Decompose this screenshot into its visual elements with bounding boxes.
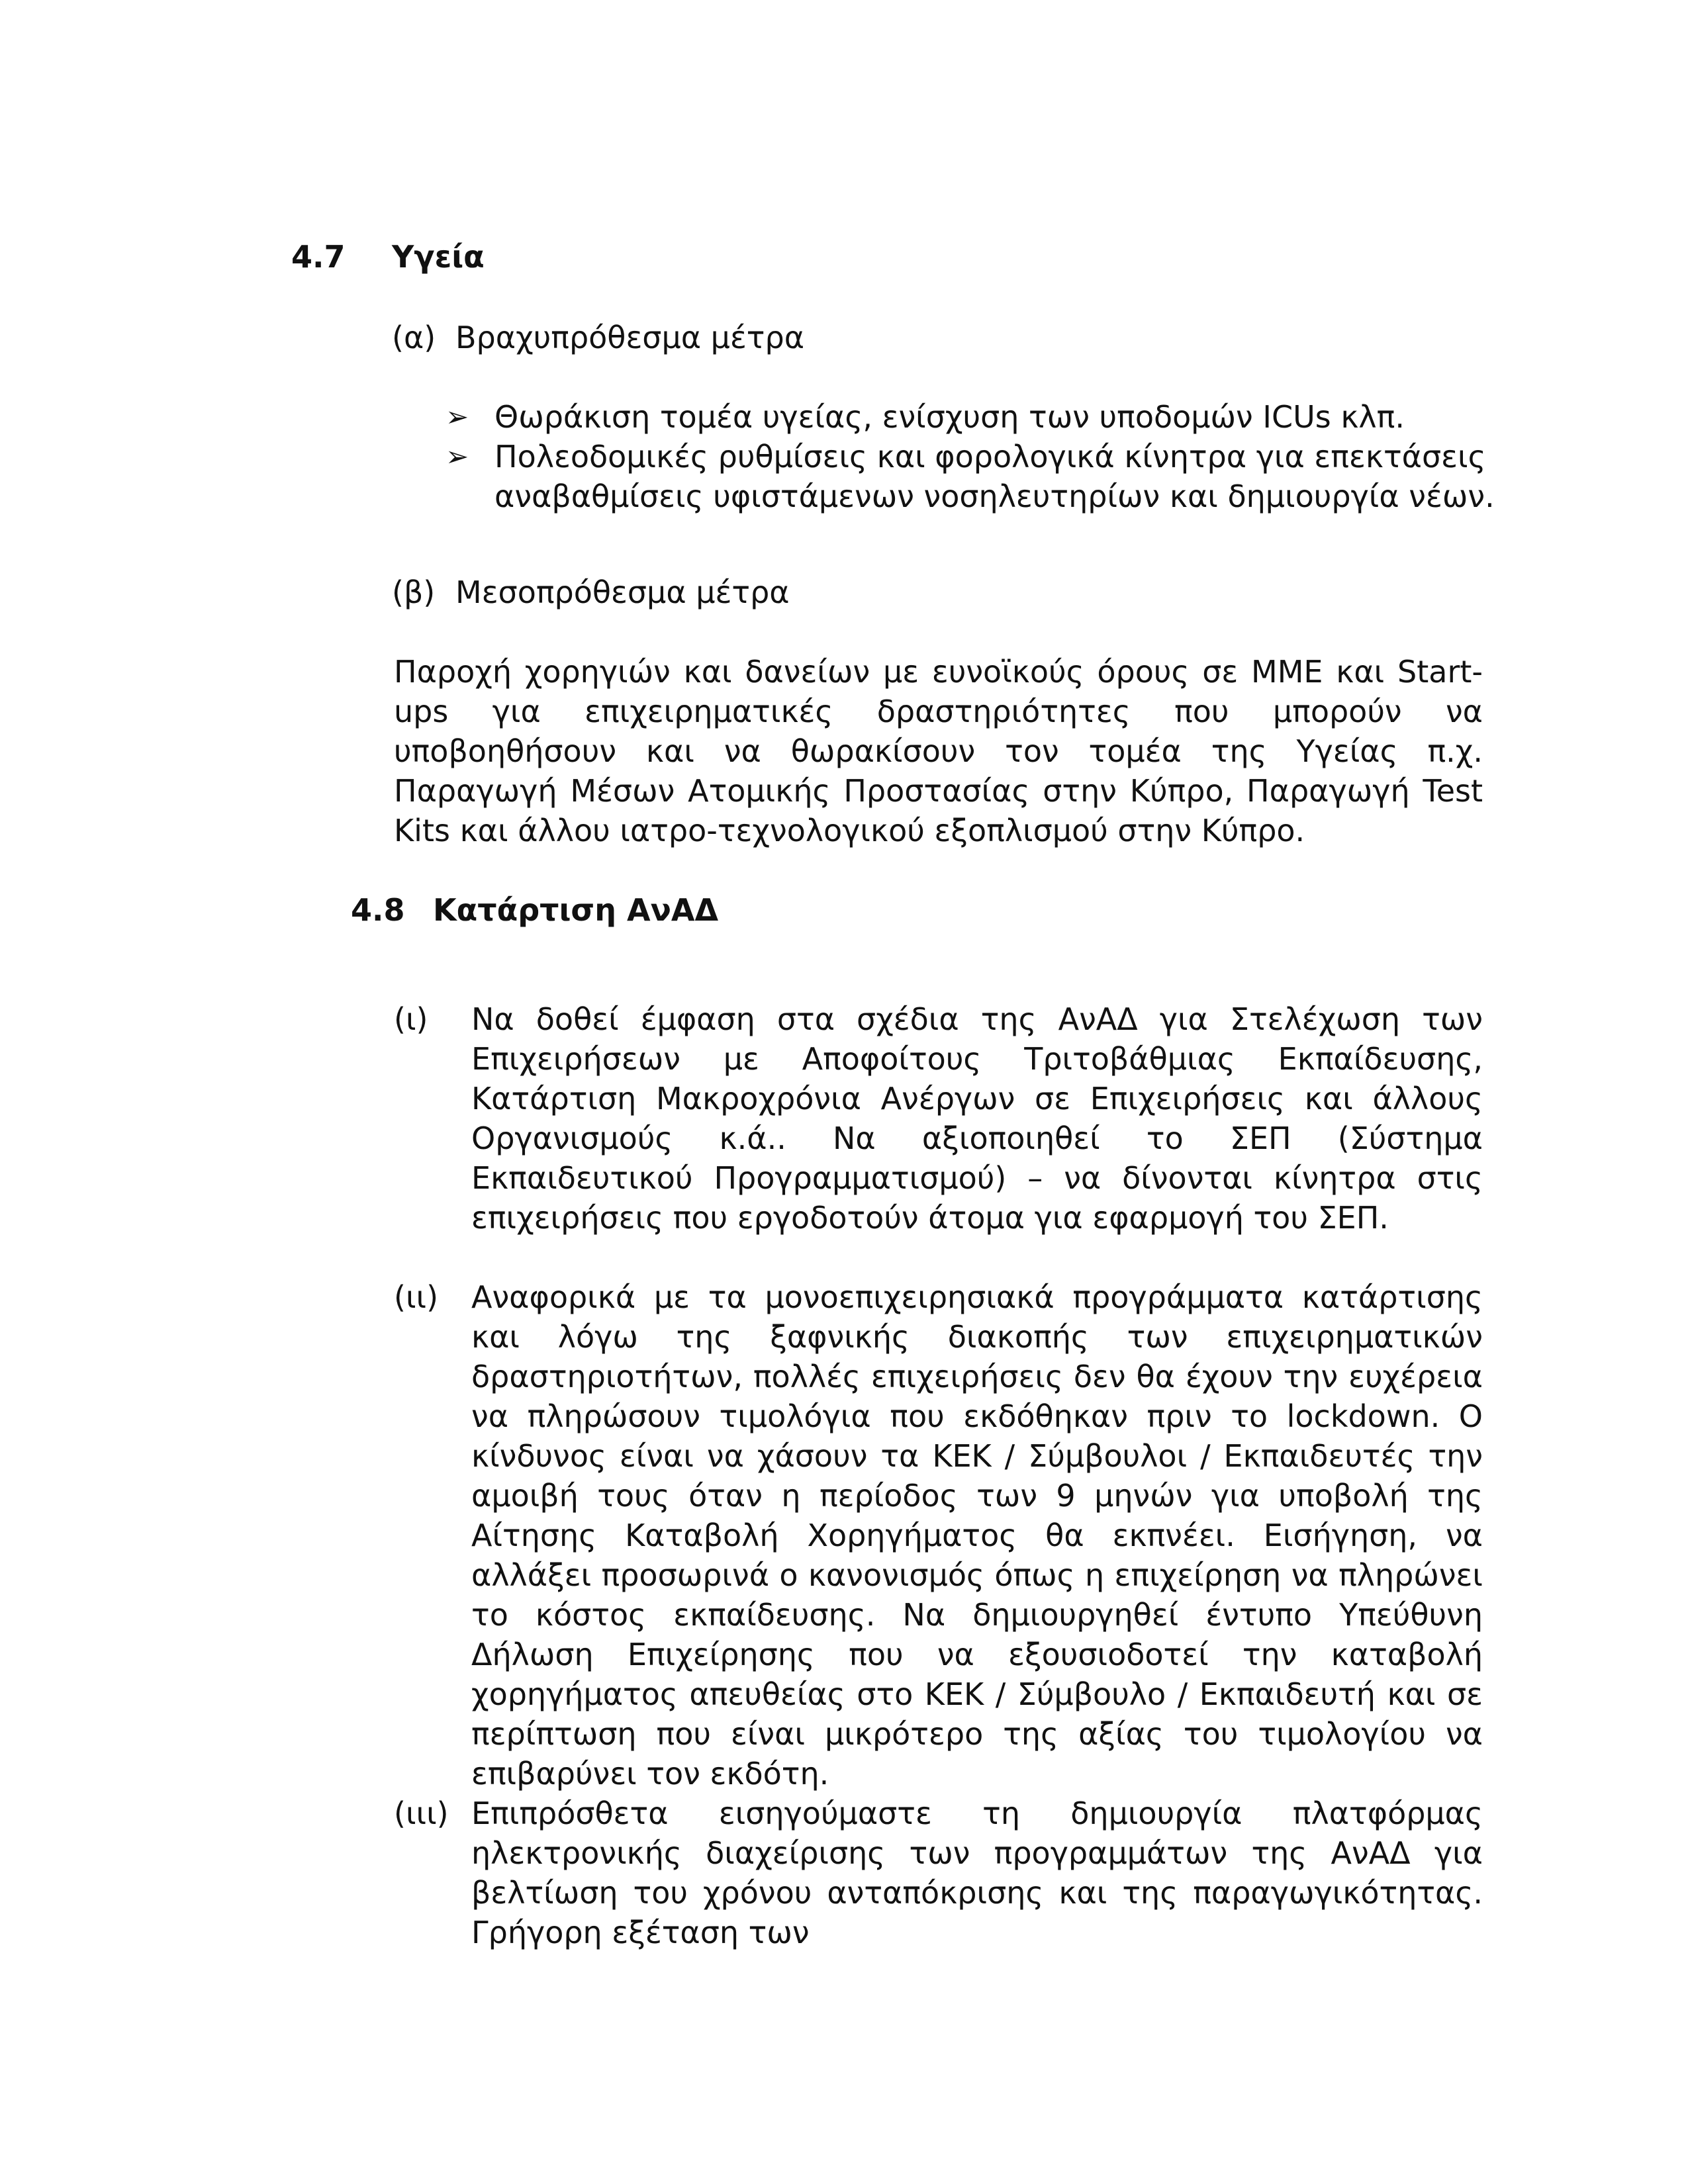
subsection-short-term (392, 318, 804, 357)
section-heading-4-7 (291, 237, 485, 277)
subsection-label: (β) (392, 574, 436, 610)
arrow-bullet-icon: ➢ (445, 440, 469, 473)
item-text: Να δοθεί έμφαση στα σχέδια της ΑνΑΔ για Στελέχωση των Επιχειρήσεων με Αποφοίτους Τριτοβάθμιας Εκπαίδευσης, Κατάρτιση Μακροχρόνια Ανέργων σε Επιχειρήσεις και άλλους Οργανισμούς κ.ά.. Να αξιοποιηθεί το ΣΕΠ (Σύστημα Εκπαιδευτικού Προγραμματισμού) – να δίνονται κίνητρα στις επιχειρήσεις που εργοδοτούν άτομα για εφαρμογή του ΣΕΠ. (471, 1001, 1483, 1236)
item-text: Επιπρόσθετα εισηγούμαστε τη δημιουργία πλατφόρμας ηλεκτρονικής διαχείρισης των προγραμμάτων της ΑνΑΔ για βελτίωση του χρόνου ανταπόκρισης και της παραγωγικότητας. Γρήγορη εξέταση των (471, 1796, 1483, 1950)
section-title: Κατάρτιση ΑνΑΔ (433, 892, 719, 928)
item-text: Αναφορικά με τα μονοεπιχειρησιακά προγράμματα κατάρτισης και λόγω της ξαφνικής διακοπής των επιχειρηματικών δραστηριοτήτων, πολλές επιχειρήσεις δεν θα έχουν την ευχέρεια να πληρώσουν τιμολόγια που εκδόθηκαν πριν το lockdown. Ο κίνδυνος είναι να χάσουν τα ΚΕΚ / Σύμβουλοι / Εκπαιδευτές την αμοιβή τους όταν η περίοδος των 9 μηνών για υποβολή της Αίτησης Καταβολή Χορηγήματος θα εκπνέει. Εισήγηση, να αλλάξει προσωρινά ο κανονισμός όπως η επιχείρηση να πληρώνει το κόστος εκπαίδευσης. Να δημιουργηθεί έντυπο Υπεύθυνη Δήλωση Επιχείρησης που να εξουσιοδοτεί την καταβολή χορηγήματος απευθείας στο ΚΕΚ / Σύμβουλο / Εκπαιδευτή και σε περίπτωση που είναι μικρότερο της αξίας του τιμολογίου να επιβαρύνει τον εκδότη. (471, 1279, 1483, 1792)
item-marker: (ιι) (394, 1279, 439, 1315)
list-item (440, 437, 1499, 516)
subsection-medium-term (392, 572, 790, 612)
section-number: 4.8 (351, 892, 405, 928)
medium-term-paragraph: Παροχή χορηγιών και δανείων με ευνοϊκούς όρους σε ΜΜΕ και Start-ups για επιχειρηματικές δραστηριότητες που μπορούν να υποβοηθήσουν και να θωρακίσουν τον τομέα της Υγείας π.χ. Παραγωγή Μέσων Ατομικής Προστασίας στην Κύπρο, Παραγωγή Test Kits και άλλου ιατρο-τεχνολογικού εξοπλισμού στην Κύπρο. (394, 654, 1483, 848)
bullet-text: Θωράκιση τομέα υγείας, ενίσχυση των υποδομών ICUs κλπ. (494, 399, 1405, 435)
list-item (440, 397, 1499, 437)
bullet-list (440, 397, 1499, 516)
bullet-text: Πολεοδομικές ρυθμίσεις και φορολογικά κίνητρα για επεκτάσεις αναβαθμίσεις υφιστάμενων νοσηλευτηρίων και δημιουργία νέων. (494, 439, 1495, 514)
section-title: Υγεία (392, 239, 485, 275)
subsection-label: (α) (392, 320, 436, 355)
item-marker: (ιιι) (394, 1796, 449, 1831)
item-marker: (ι) (394, 1001, 428, 1037)
subsection-title: Μεσοπρόθεσμα μέτρα (455, 574, 790, 610)
section-number: 4.7 (291, 239, 346, 275)
arrow-bullet-icon: ➢ (445, 400, 469, 433)
subsection-title: Βραχυπρόθεσμα μέτρα (455, 320, 805, 355)
section-heading-4-8 (351, 890, 718, 930)
